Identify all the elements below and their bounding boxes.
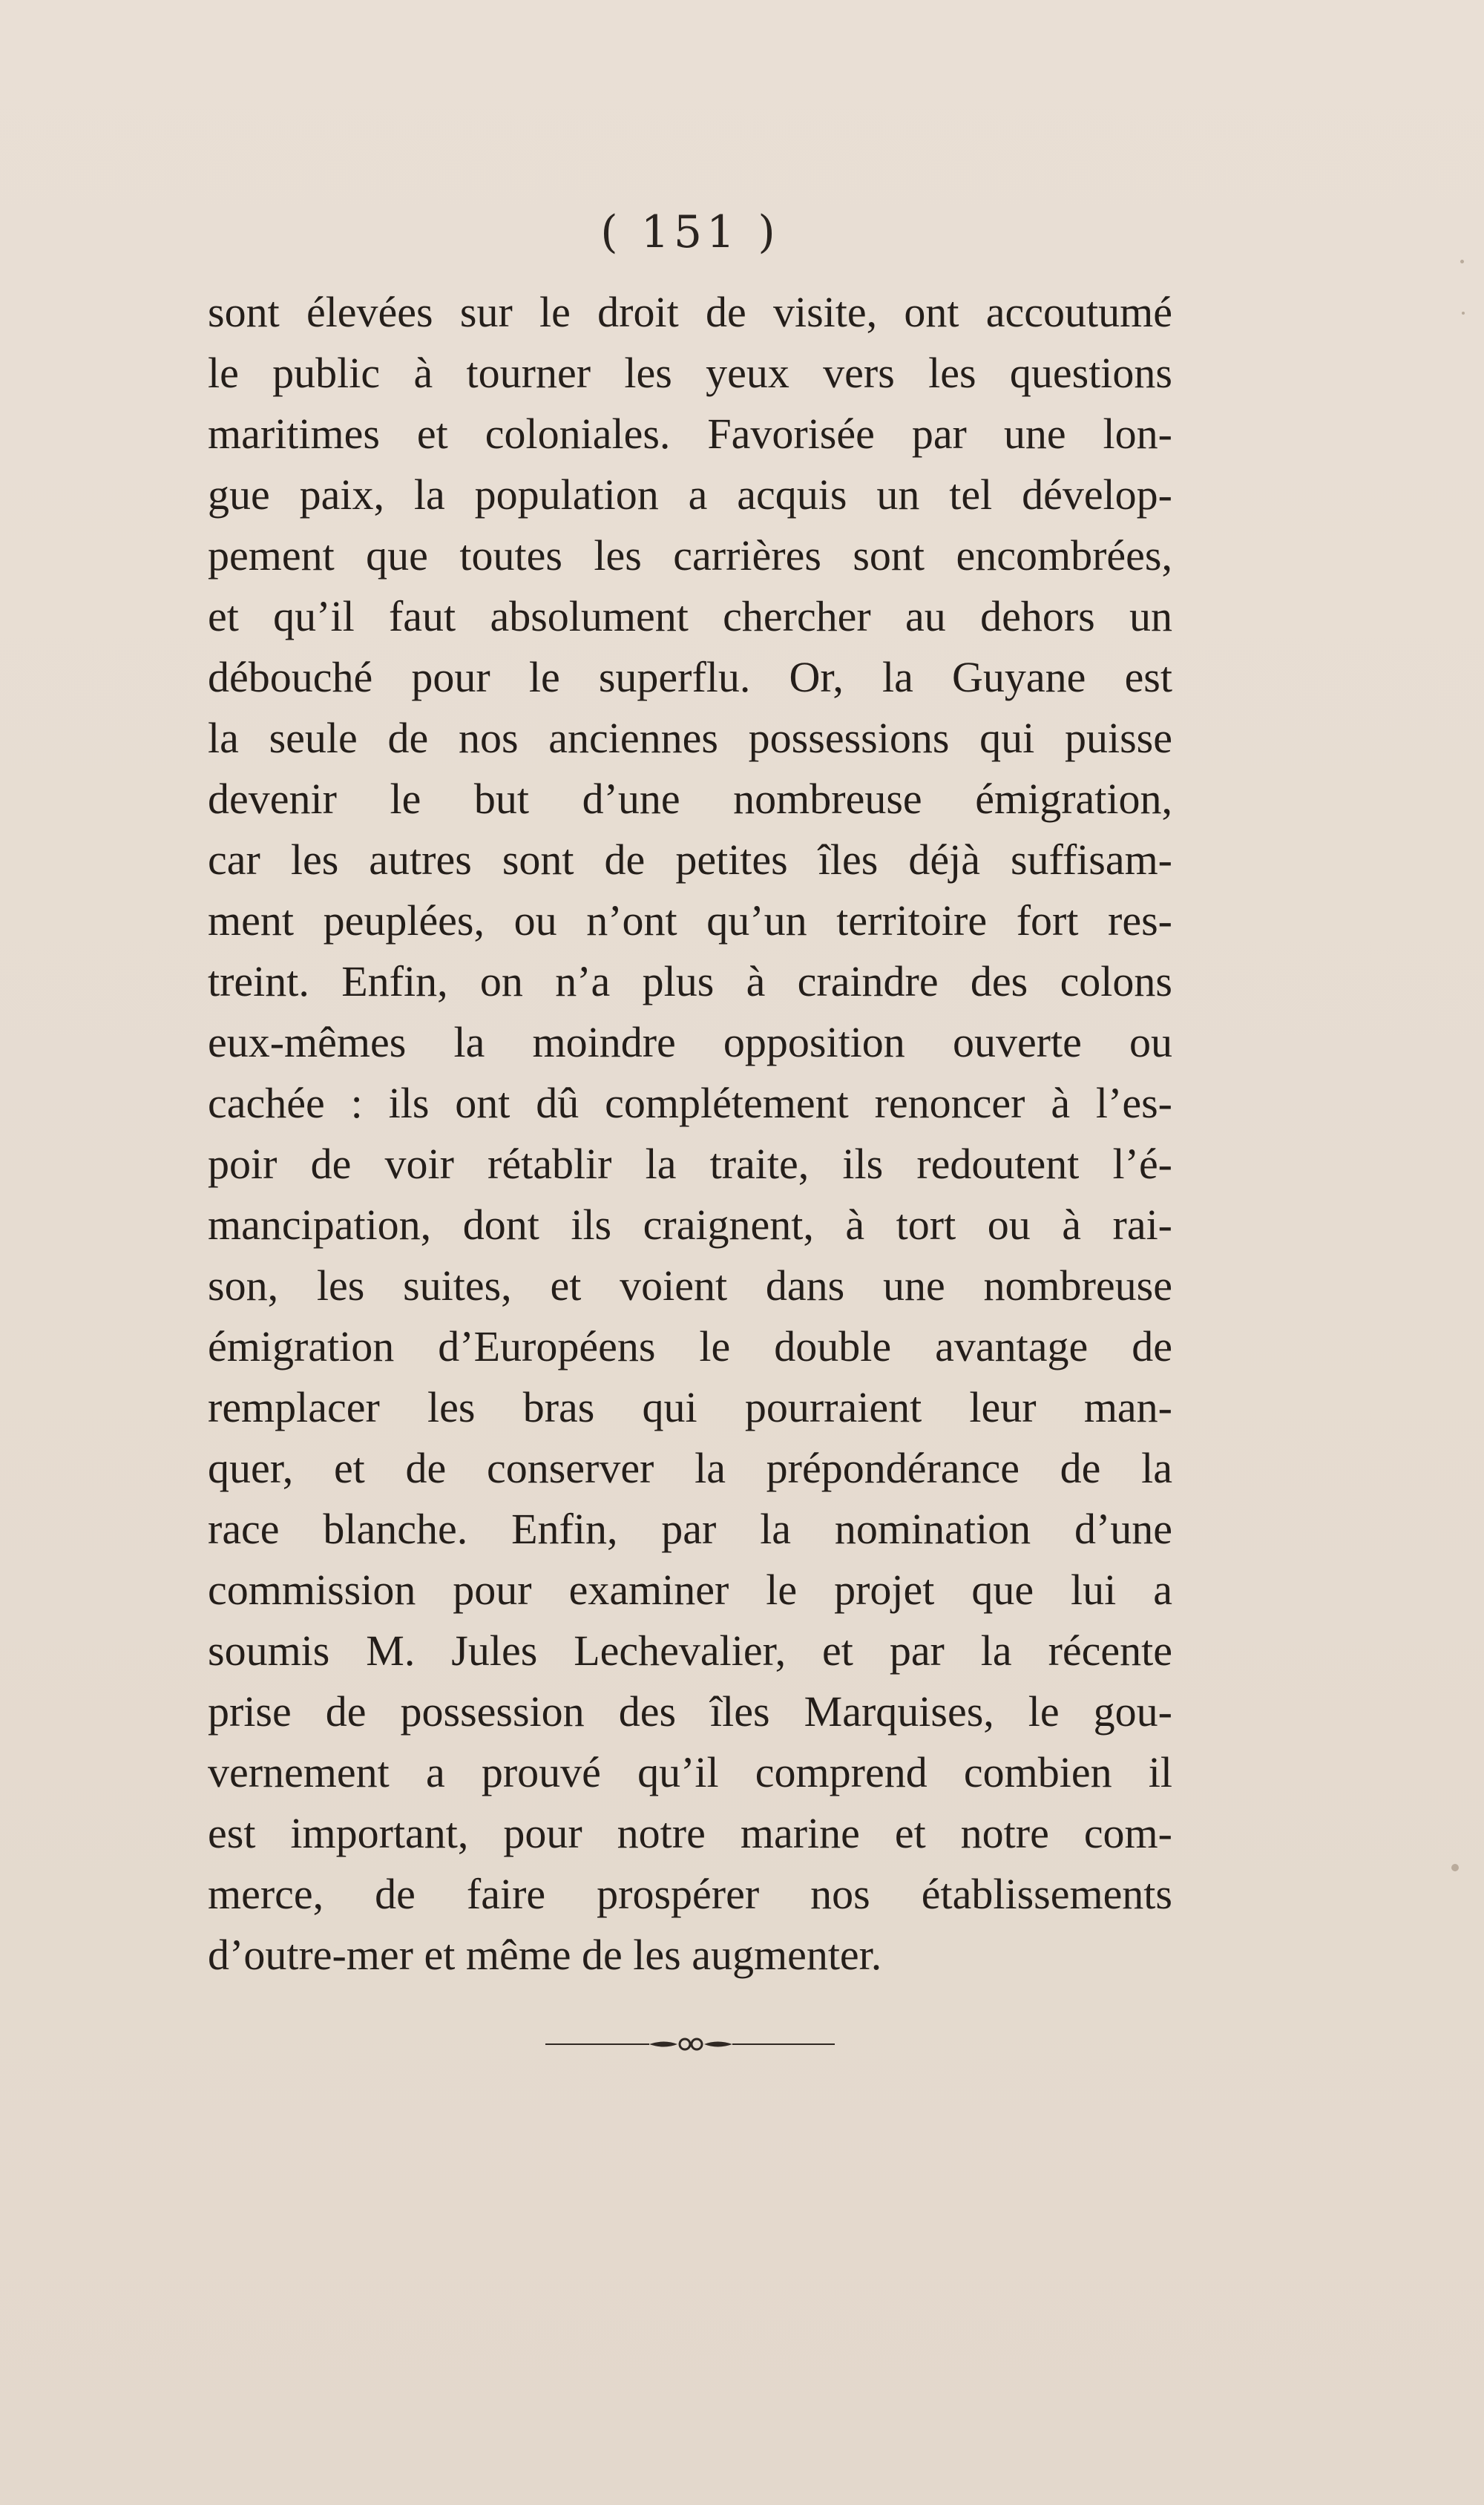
text-line: race blanche. Enfin, par la nomination d’une bbox=[208, 1505, 1172, 1553]
text-line: débouché pour le superflu. Or, la Guyane est bbox=[208, 653, 1172, 701]
text-line: est important, pour notre marine et notre com- bbox=[208, 1809, 1172, 1857]
text-line: pement que toutes les carrières sont encombrées, bbox=[208, 531, 1172, 580]
text-line: quer, et de conserver la prépondérance de la bbox=[208, 1444, 1172, 1492]
text-line: merce, de faire prospérer nos établissements bbox=[208, 1870, 1172, 1918]
text-line: mancipation, dont ils craignent, à tort ou à rai- bbox=[208, 1201, 1172, 1249]
text-line: émigration d’Européens le double avantage de bbox=[208, 1322, 1172, 1370]
text-line: la seule de nos anciennes possessions qui puisse bbox=[208, 714, 1172, 762]
text-line: treint. Enfin, on n’a plus à craindre des colons bbox=[208, 957, 1172, 1005]
text-line: prise de possession des îles Marquises, le gou- bbox=[208, 1687, 1172, 1736]
text-line: poir de voir rétablir la traite, ils redoutent l’é- bbox=[208, 1140, 1172, 1188]
text-line: cachée : ils ont dû complétement renoncer à l’es- bbox=[208, 1079, 1172, 1127]
paper-speck bbox=[1462, 312, 1465, 315]
paper-speck bbox=[1460, 260, 1464, 263]
text-line: devenir le but d’une nombreuse émigration, bbox=[208, 775, 1172, 823]
text-line: commission pour examiner le projet que lui a bbox=[208, 1566, 1172, 1614]
text-line: soumis M. Jules Lechevalier, et par la récente bbox=[208, 1626, 1172, 1675]
tailpiece-rule-ornament-icon bbox=[545, 2033, 835, 2055]
text-line: ment peuplées, ou n’ont qu’un territoire fort res- bbox=[208, 896, 1172, 945]
body-text bbox=[208, 282, 1172, 1986]
text-line: remplacer les bras qui pourraient leur man- bbox=[208, 1383, 1172, 1431]
text-line: gue paix, la population a acquis un tel dévelop- bbox=[208, 470, 1172, 519]
text-line: car les autres sont de petites îles déjà suffisam- bbox=[208, 835, 1172, 884]
text-line: son, les suites, et voient dans une nombreuse bbox=[208, 1261, 1172, 1310]
text-line: et qu’il faut absolument chercher au dehors un bbox=[208, 592, 1172, 640]
text-line: vernement a prouvé qu’il comprend combien il bbox=[208, 1748, 1172, 1796]
page-number: ( 151 ) bbox=[600, 206, 780, 258]
text-line: sont élevées sur le droit de visite, ont accoutumé bbox=[208, 288, 1172, 336]
text-line: eux-mêmes la moindre opposition ouverte ou bbox=[208, 1018, 1172, 1066]
text-line: le public à tourner les yeux vers les questions bbox=[208, 349, 1172, 397]
text-line-last: d’outre-mer et même de les augmenter. bbox=[208, 1931, 882, 1979]
text-line: maritimes et coloniales. Favorisée par une lon- bbox=[208, 410, 1172, 458]
paper-speck bbox=[1451, 1864, 1459, 1871]
